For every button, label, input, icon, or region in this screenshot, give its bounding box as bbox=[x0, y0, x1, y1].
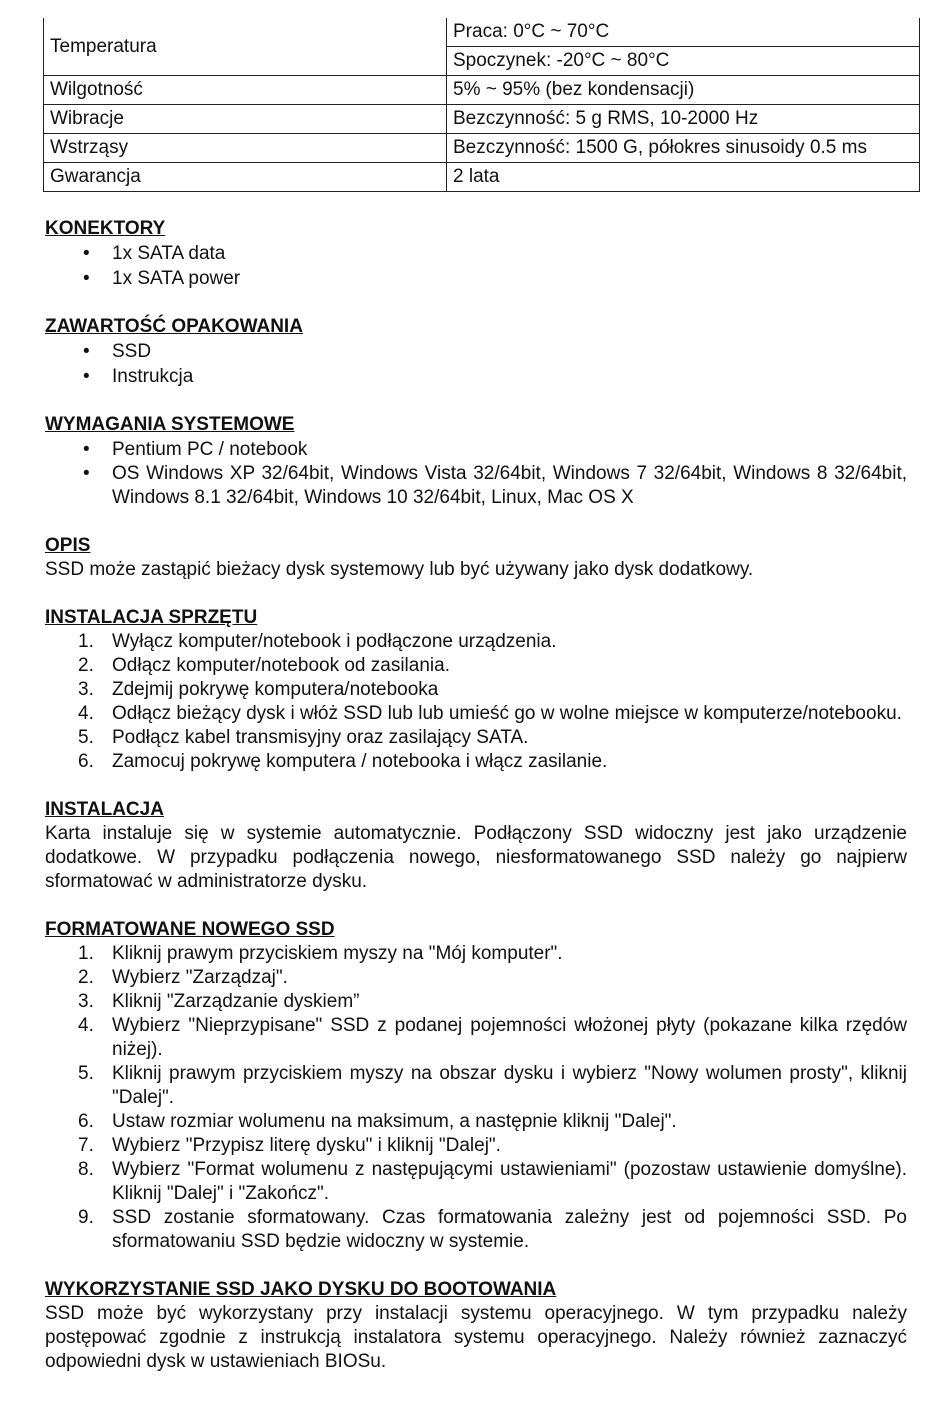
section-heading: ZAWARTOŚĆ OPAKOWANIA bbox=[45, 316, 303, 337]
list-item: 2. Wybierz "Zarządzaj". bbox=[78, 967, 288, 988]
list-item: 4. Odłącz bieżący dysk i włóż SSD lub lub umieść go w wolne miejsce w komputerze/notebooku. bbox=[78, 703, 902, 724]
spec-label: Gwarancja bbox=[44, 163, 447, 192]
list-item: 3. Zdejmij pokrywę komputera/notebooka bbox=[78, 679, 439, 700]
section-description bbox=[45, 533, 907, 582]
section-heading: OPIS bbox=[45, 535, 91, 556]
list-item: • Instrukcja bbox=[83, 366, 194, 387]
table-row bbox=[44, 76, 920, 105]
list-item: 4. Wybierz "Nieprzypisane" SSD z podanej pojemności włożonej płyty (pokazane kilka rzędów niżej). bbox=[78, 1015, 907, 1060]
spec-table bbox=[43, 18, 920, 192]
list-item: 2. Odłącz komputer/notebook od zasilania. bbox=[78, 655, 450, 676]
list-item: • SSD bbox=[83, 341, 152, 362]
spec-value: Praca: 0°C ~ 70°C bbox=[447, 18, 920, 47]
spec-label: Wilgotność bbox=[44, 76, 447, 105]
bullet-list bbox=[45, 241, 907, 291]
section-heading: KONEKTORY bbox=[45, 218, 166, 239]
list-item: • 1x SATA data bbox=[83, 243, 226, 264]
paragraph: SSD może być wykorzystany przy instalacji systemu operacyjnego. W tym przypadku należy postępować zgodnie z instrukcją instalatora systemu operacyjnego. Należy również zaznaczyć odpowiedni dysk w ustawieniach BIOSu. bbox=[45, 1303, 907, 1372]
bullet-list bbox=[45, 437, 907, 510]
list-item: 3. Kliknij "Zarządzanie dyskiem” bbox=[78, 991, 360, 1012]
table-row bbox=[44, 105, 920, 134]
table-row bbox=[44, 134, 920, 163]
list-item: • 1x SATA power bbox=[83, 268, 241, 289]
spec-value: Spoczynek: -20°C ~ 80°C bbox=[447, 47, 920, 76]
document-page bbox=[45, 18, 907, 1374]
list-item: 1. Kliknij prawym przyciskiem myszy na "Mój komputer". bbox=[78, 943, 563, 964]
list-item: • Pentium PC / notebook bbox=[83, 439, 308, 460]
section-hardware-installation bbox=[45, 605, 907, 774]
list-item: • OS Windows XP 32/64bit, Windows Vista 32/64bit, Windows 7 32/64bit, Windows 8 32/64bit, Windows 8.1 32/64bit, Windows 10 32/64bit, Linux, Mac OS X bbox=[83, 463, 907, 508]
spec-value: Bezczynność: 1500 G, półokres sinusoidy 0.5 ms bbox=[447, 134, 920, 163]
section-system-requirements bbox=[45, 412, 907, 510]
section-heading: WYKORZYSTANIE SSD JAKO DYSKU DO BOOTOWANIA bbox=[45, 1279, 557, 1300]
list-item: 6. Ustaw rozmiar wolumenu na maksimum, a następnie kliknij "Dalej". bbox=[78, 1111, 677, 1132]
section-formatting bbox=[45, 917, 907, 1254]
list-item: 6. Zamocuj pokrywę komputera / notebooka i włącz zasilanie. bbox=[78, 751, 608, 772]
section-heading: INSTALACJA bbox=[45, 799, 164, 820]
list-item: 1. Wyłącz komputer/notebook i podłączone urządzenia. bbox=[78, 631, 557, 652]
table-row bbox=[44, 18, 920, 47]
section-package-contents bbox=[45, 314, 907, 389]
spec-label: Wstrząsy bbox=[44, 134, 447, 163]
list-item: 8. Wybierz "Format wolumenu z następującymi ustawieniami" (pozostaw ustawienie domyślne). Kliknij "Dalej" i "Zakończ". bbox=[78, 1159, 907, 1204]
section-heading: INSTALACJA SPRZĘTU bbox=[45, 607, 258, 628]
spec-value: 5% ~ 95% (bez kondensacji) bbox=[447, 76, 920, 105]
section-installation bbox=[45, 797, 907, 894]
section-boot-drive bbox=[45, 1277, 907, 1374]
section-heading: WYMAGANIA SYSTEMOWE bbox=[45, 414, 295, 435]
paragraph: Karta instaluje się w systemie automatycznie. Podłączony SSD widoczny jest jako urządzenie dodatkowe. W przypadku podłączenia nowego, niesformatowanego SSD należy go najpierw sformatować w administratorze dysku. bbox=[45, 823, 907, 892]
list-item: 5. Kliknij prawym przyciskiem myszy na obszar dysku i wybierz "Nowy wolumen prosty", kliknij "Dalej". bbox=[78, 1063, 907, 1108]
spec-label: Wibracje bbox=[44, 105, 447, 134]
section-heading: FORMATOWANE NOWEGO SSD bbox=[45, 919, 335, 940]
spec-value: 2 lata bbox=[447, 163, 920, 192]
list-item: 5. Podłącz kabel transmisyjny oraz zasilający SATA. bbox=[78, 727, 529, 748]
section-connectors bbox=[45, 216, 907, 291]
list-item: 9. SSD zostanie sformatowany. Czas formatowania zależny jest od pojemności SSD. Po sformatowaniu SSD będzie widoczny w systemie. bbox=[78, 1207, 907, 1252]
list-item: 7. Wybierz "Przypisz literę dysku" i kliknij "Dalej". bbox=[78, 1135, 501, 1156]
paragraph: SSD może zastąpić bieżacy dysk systemowy lub być używany jako dysk dodatkowy. bbox=[45, 559, 754, 580]
spec-label-temperature: Temperatura bbox=[44, 18, 447, 76]
table-row bbox=[44, 163, 920, 192]
numbered-list bbox=[45, 630, 907, 774]
numbered-list bbox=[45, 942, 907, 1254]
spec-value: Bezczynność: 5 g RMS, 10-2000 Hz bbox=[447, 105, 920, 134]
bullet-list bbox=[45, 339, 907, 389]
